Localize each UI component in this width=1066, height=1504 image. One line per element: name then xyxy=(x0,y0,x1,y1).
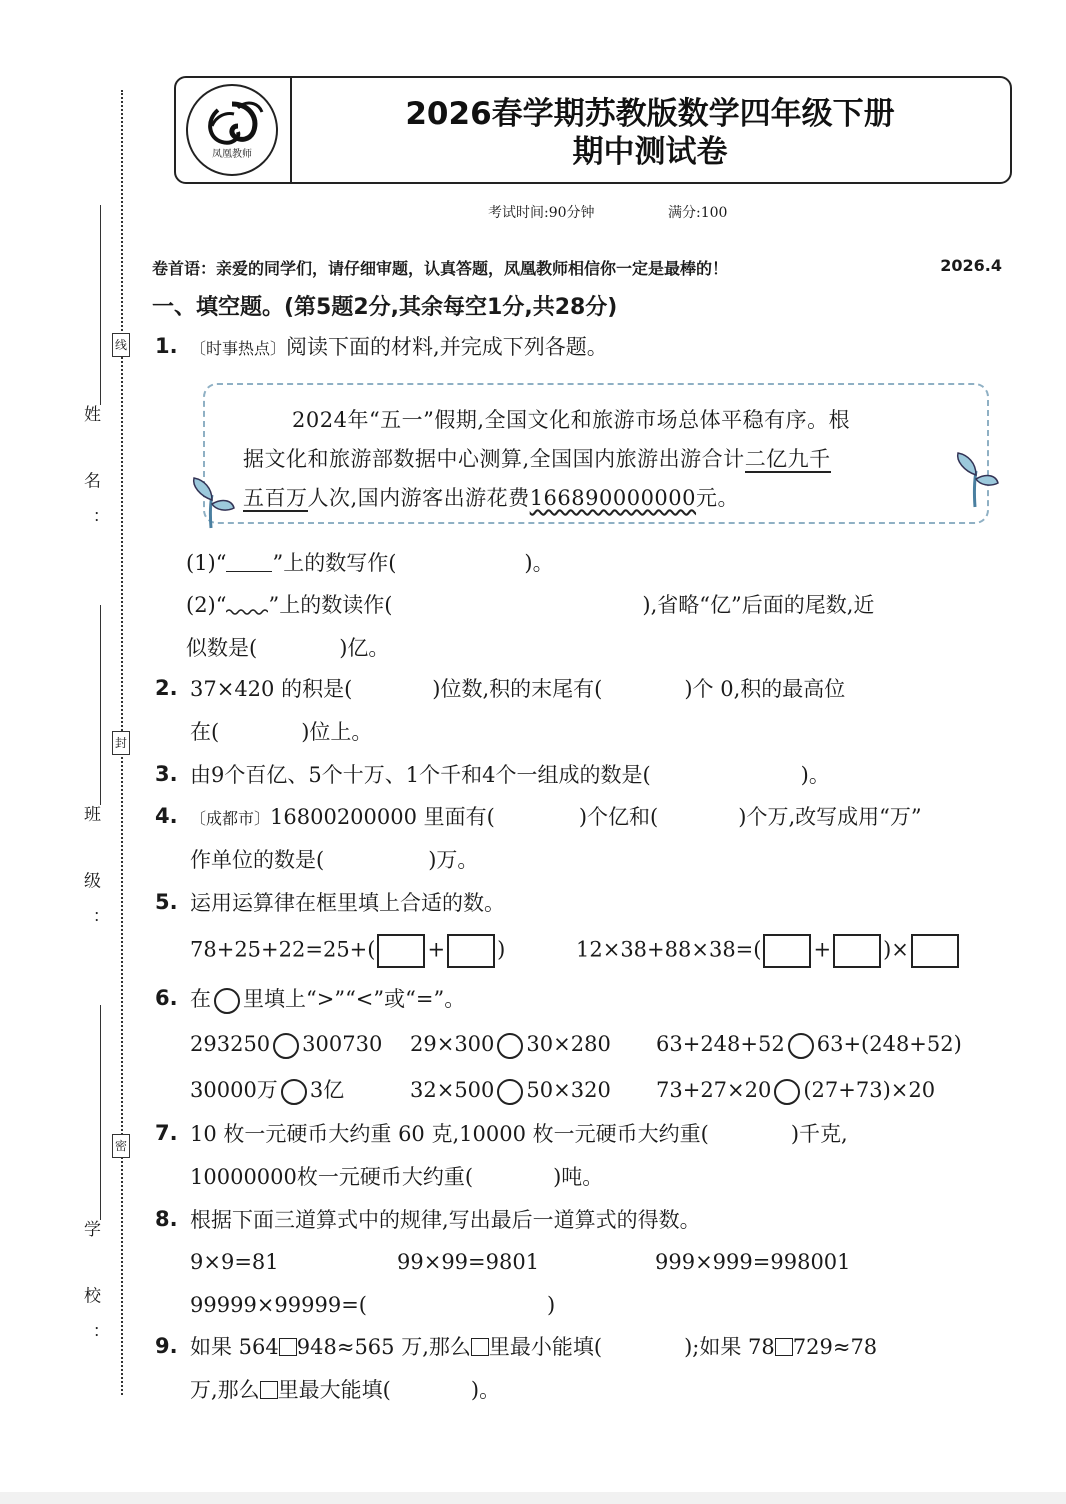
q5-e2-text: 12×38+88×38=( xyxy=(576,937,762,962)
compare-circle[interactable] xyxy=(497,1079,523,1105)
square-blank xyxy=(260,1381,278,1399)
q6-text-b: 里填上“>”“<”或“=”。 xyxy=(243,987,466,1011)
section-title: 一、填空题。(第5题2分,其余每空1分,共28分) xyxy=(152,295,618,320)
q6-text-a: 在 xyxy=(190,987,211,1011)
q5-expr1 xyxy=(190,934,505,968)
q5-e1-end: ) xyxy=(497,937,506,962)
q4-line1 xyxy=(190,802,922,834)
underlined-number: 二亿九千 xyxy=(744,447,831,471)
sprout-left-icon xyxy=(186,470,236,530)
logo xyxy=(186,84,278,176)
greeting-date: 2026.4 xyxy=(940,256,1002,275)
q6-row1b xyxy=(410,1029,611,1059)
q6-item: 50×320 xyxy=(526,1078,611,1102)
material-line1: 2024年“五一”假期,全国文化和旅游市场总体平稳有序。根 xyxy=(292,408,851,432)
q8-formula1: 9×9=81 xyxy=(190,1250,279,1274)
q5-text: 运用运算律在框里填上合适的数。 xyxy=(190,891,505,915)
q6-item: 30×280 xyxy=(526,1032,611,1056)
q2-text-d: 在( xyxy=(190,720,220,744)
header-divider xyxy=(290,76,292,184)
q9-line1 xyxy=(190,1332,877,1362)
wavy-number: 166890000000 xyxy=(529,486,697,510)
q1-number: 1. xyxy=(155,334,178,358)
square-blank xyxy=(775,1338,793,1356)
q4-tag: 〔成都市〕 xyxy=(190,809,271,828)
greeting-text: 卷首语：亲爱的同学们，请仔细审题，认真答题，凤凰教师相信你一定是最棒的！ xyxy=(152,259,729,278)
straight-blank xyxy=(226,553,272,572)
q1-sub2-end: )亿。 xyxy=(339,636,390,660)
q3-line xyxy=(190,760,830,790)
q8-formula3: 999×999=998001 xyxy=(655,1250,851,1274)
compare-circle[interactable] xyxy=(774,1079,800,1105)
q7-text-c: 10000000枚一元硬币大约重( xyxy=(190,1165,474,1189)
q1-sub1 xyxy=(186,548,554,578)
q6-item: 63+(248+52) xyxy=(816,1032,962,1056)
q2-text-c: )个 0,积的最高位 xyxy=(684,677,846,701)
q7-line2 xyxy=(190,1162,603,1192)
title-line1: 2026春学期苏教版数学四年级下册 xyxy=(405,96,895,132)
q6-item: 3亿 xyxy=(309,1078,345,1102)
q1-stem xyxy=(190,332,608,364)
q7-text-a: 10 枚一元硬币大约重 60 克,10000 枚一元硬币大约重( xyxy=(190,1122,709,1146)
material-line3-end: 元。 xyxy=(696,486,740,510)
q7-line1 xyxy=(190,1119,848,1149)
full-score: 满分:100 xyxy=(668,205,728,221)
q6-item: 29×300 xyxy=(410,1032,495,1056)
seal-secret-mark: 密 xyxy=(112,1134,130,1158)
answer-box[interactable] xyxy=(833,934,881,968)
q2-text-a: 37×420 的积是( xyxy=(190,677,353,701)
sprout-right-icon xyxy=(950,445,1000,510)
q3-number: 3. xyxy=(155,762,178,786)
q4-text-e: )万。 xyxy=(428,848,479,872)
q1-sub2-line2 xyxy=(186,633,389,663)
q1-sub2-approx: 似数是( xyxy=(186,636,258,660)
q4-text-b: )个亿和( xyxy=(578,805,659,829)
q4-text-c: )个万,改写成用“万” xyxy=(738,805,922,829)
compare-circle[interactable] xyxy=(281,1079,307,1105)
school-label: 学 校： xyxy=(80,1220,100,1365)
title-line2: 期中测试卷 xyxy=(572,134,728,170)
q8-number: 8. xyxy=(155,1207,178,1231)
q8-formula4 xyxy=(190,1290,555,1320)
q6-row2 xyxy=(190,1075,344,1105)
class-label: 班 级： xyxy=(80,805,100,950)
plus-sign: + xyxy=(813,937,832,962)
q2-text-e: )位上。 xyxy=(301,720,373,744)
q1-sub2-label: (2)“ xyxy=(186,593,227,617)
q6-row2b xyxy=(410,1075,611,1105)
answer-box[interactable] xyxy=(377,934,425,968)
q6-item: 73+27×20 xyxy=(656,1078,772,1102)
q9-number: 9. xyxy=(155,1334,178,1358)
q1-sub2-text: ”上的数读作( xyxy=(268,593,393,617)
compare-circle[interactable] xyxy=(273,1033,299,1059)
compare-circle[interactable] xyxy=(497,1033,523,1059)
q6-row2c xyxy=(656,1075,935,1105)
q6-item: 32×500 xyxy=(410,1078,495,1102)
q6-item: 30000万 xyxy=(190,1078,278,1102)
q2-line1 xyxy=(190,674,845,704)
q6-item: 63+248+52 xyxy=(656,1032,785,1056)
q8-formula2: 99×99=9801 xyxy=(397,1250,540,1274)
q9-text-e: 729≈78 xyxy=(792,1335,878,1359)
name-line xyxy=(100,205,101,405)
q6-number: 6. xyxy=(155,986,178,1010)
q9-text-c: 里最小能填( xyxy=(488,1335,603,1359)
phoenix-logo-icon xyxy=(188,86,276,174)
q1-sub1-label: (1)“ xyxy=(186,551,227,575)
q6-row1c xyxy=(656,1029,962,1059)
seal-seal-mark: 封 xyxy=(112,731,130,755)
q9-text-h: )。 xyxy=(470,1378,501,1402)
greeting xyxy=(152,256,1002,279)
answer-box[interactable] xyxy=(447,934,495,968)
q8-f4-end: ) xyxy=(547,1293,556,1317)
q5-e2-end: )× xyxy=(883,937,909,962)
class-line xyxy=(100,605,101,805)
q9-text-b: 948≈565 万,那么 xyxy=(296,1335,471,1359)
q1-tag: 〔时事热点〕 xyxy=(190,339,287,358)
q8-text: 根据下面三道算式中的规律,写出最后一道算式的得数。 xyxy=(190,1208,701,1232)
material-line2 xyxy=(243,443,831,473)
q6-item: 293250 xyxy=(190,1032,271,1056)
material-line2-text: 据文化和旅游部数据中心测算,全国国内旅游出游合计 xyxy=(243,447,745,471)
q9-line2 xyxy=(190,1375,500,1405)
wavy-blank xyxy=(226,598,268,614)
q6-row1 xyxy=(190,1029,382,1059)
underlined-number-cont: 五百万 xyxy=(243,486,308,510)
material-line3 xyxy=(243,482,739,512)
q3-text-a: 由9个百亿、5个十万、1个千和4个一组成的数是( xyxy=(190,763,651,787)
q3-text-b: )。 xyxy=(800,763,830,787)
q4-text-a: 16800200000 里面有( xyxy=(270,805,495,829)
q4-number: 4. xyxy=(155,804,178,828)
logo-text: 凤凰教师 xyxy=(212,149,252,160)
circle-blank xyxy=(214,988,240,1014)
square-blank xyxy=(279,1338,297,1356)
q4-line2 xyxy=(190,845,478,875)
q5-number: 5. xyxy=(155,890,178,914)
q7-text-b: )千克, xyxy=(790,1122,848,1146)
q7-number: 7. xyxy=(155,1121,178,1145)
q5-e1-text: 78+25+22=25+( xyxy=(190,937,376,962)
q2-text-b: )位数,积的末尾有( xyxy=(432,677,603,701)
q9-text-g: 里最大能填( xyxy=(277,1378,391,1402)
compare-circle[interactable] xyxy=(788,1033,814,1059)
answer-box[interactable] xyxy=(763,934,811,968)
q8-f4-text: 99999×99999=( xyxy=(190,1293,367,1317)
school-line xyxy=(100,1005,101,1220)
q1-text: 阅读下面的材料,并完成下列各题。 xyxy=(286,335,608,359)
q1-sub2-rest: ),省略“亿”后面的尾数,近 xyxy=(642,593,875,617)
q2-line2 xyxy=(190,717,372,747)
q6-item: 300730 xyxy=(302,1032,383,1056)
answer-box[interactable] xyxy=(911,934,959,968)
q6-item: (27+73)×20 xyxy=(803,1078,936,1102)
q5-expr2 xyxy=(576,934,961,968)
q1-sub1-end: )。 xyxy=(524,551,554,575)
q2-number: 2. xyxy=(155,676,178,700)
material-line3-text: 人次,国内游客出游花费 xyxy=(307,486,530,510)
q7-text-d: )吨。 xyxy=(553,1165,604,1189)
q6-text xyxy=(190,984,465,1014)
q4-text-d: 作单位的数是( xyxy=(190,848,325,872)
q9-text-f: 万,那么 xyxy=(190,1378,260,1402)
plus-sign: + xyxy=(427,937,446,962)
q1-sub1-text: ”上的数写作( xyxy=(272,551,397,575)
exam-time: 考试时间:90分钟 xyxy=(488,205,595,221)
q9-text-d: );如果 78 xyxy=(684,1335,775,1359)
q9-text-a: 如果 564 xyxy=(190,1335,279,1359)
square-blank xyxy=(471,1338,489,1356)
name-label: 姓 名： xyxy=(80,405,100,550)
bottom-band xyxy=(0,1492,1066,1504)
seal-line-mark: 线 xyxy=(112,333,130,357)
q1-sub2 xyxy=(186,590,874,620)
